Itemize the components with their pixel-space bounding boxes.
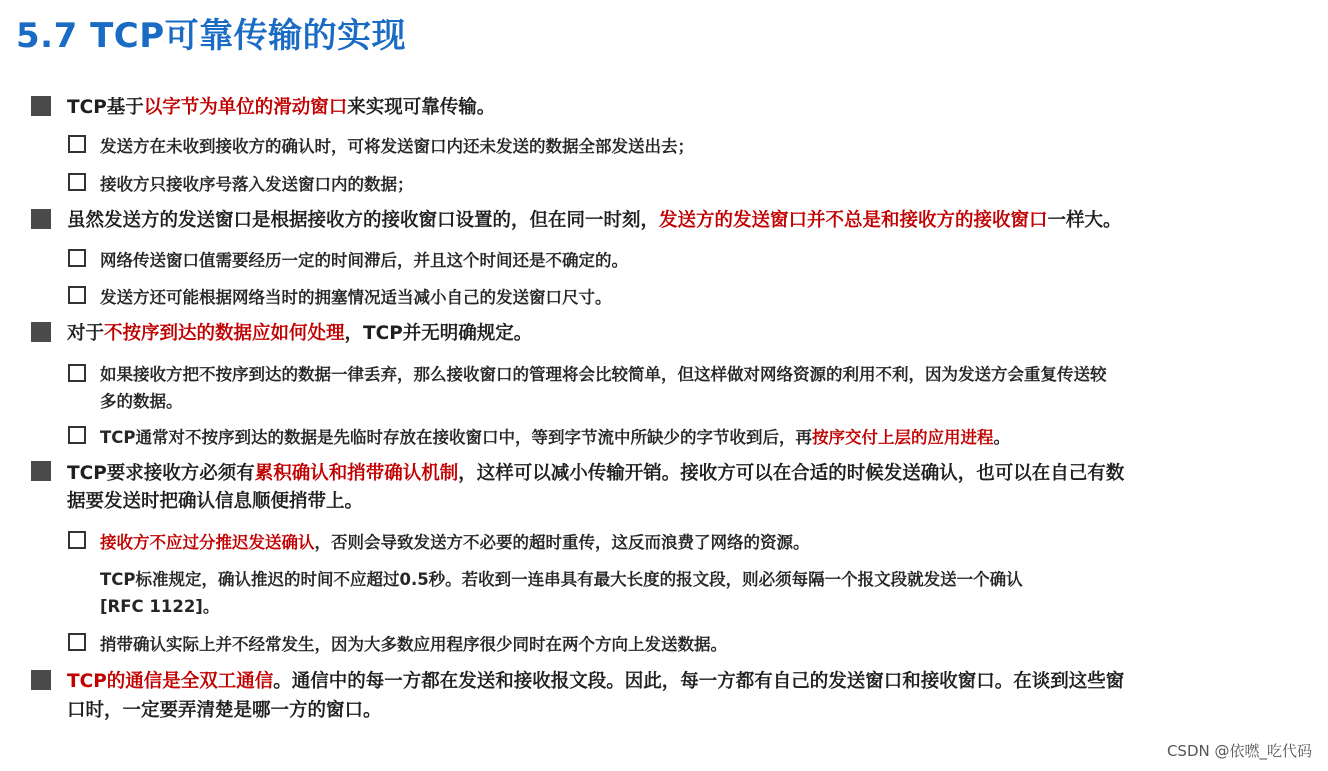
checkbox-icon (68, 426, 86, 444)
bullet-square (31, 461, 51, 481)
watermark: CSDN @依嘫_吃代码 (1166, 742, 1312, 760)
note-line: TCP标准规定，确认推迟的时间不应超过0.5秒。若收到一连串具有最大长度的报文段，则必须每隔一个报文段就发送一个确认 (100, 570, 1023, 589)
bullet-square (31, 322, 51, 342)
bullet-square (31, 209, 51, 229)
sub-bullet-line: TCP通常对不按序到达的数据是先临时存放在接收窗口中，等到字节流中所缺少的字节收到后，再按序交付上层的应用进程。 (100, 428, 1010, 447)
bullet-line: TCP基于以字节为单位的滑动窗口来实现可靠传输。 (67, 97, 496, 118)
bullet-square (31, 96, 51, 116)
checkbox-icon (68, 173, 86, 191)
sub-bullet-line: 接收方只接收序号落入发送窗口内的数据； (100, 175, 414, 194)
sub-bullet-line: 捎带确认实际上并不经常发生，因为大多数应用程序很少同时在两个方向上发送数据。 (100, 635, 727, 654)
bullet-line: 对于不按序到达的数据应如何处理，TCP并无明确规定。 (67, 323, 533, 344)
sub-bullet-line: 网络传送窗口值需要经历一定的时间滞后，并且这个时间还是不确定的。 (100, 251, 628, 270)
bullet-line-cont: 口时，一定要弄清楚是哪一方的窗口。 (67, 700, 382, 721)
bullet-line: TCP的通信是全双工通信。通信中的每一方都在发送和接收报文段。因此，每一方都有自己的发送窗口和接收窗口。在谈到这些窗 (67, 671, 1125, 692)
sub-bullet-line-cont: 多的数据。 (100, 392, 183, 411)
checkbox-icon (68, 364, 86, 382)
checkbox-icon (68, 135, 86, 153)
sub-bullet-line: 如果接收方把不按序到达的数据一律丢弃，那么接收窗口的管理将会比较简单，但这样做对网络资源的利用不利，因为发送方会重复传送较 (100, 365, 1107, 384)
sub-bullet-line: 接收方不应过分推迟发送确认，否则会导致发送方不必要的超时重传，这反而浪费了网络的资源。 (100, 533, 810, 552)
checkbox-icon (68, 633, 86, 651)
checkbox-icon (68, 249, 86, 267)
sub-bullet-line: 发送方还可能根据网络当时的拥塞情况适当减小自己的发送窗口尺寸。 (100, 288, 612, 307)
checkbox-icon (68, 531, 86, 549)
checkbox-icon (68, 286, 86, 304)
sub-bullet-line: 发送方在未收到接收方的确认时，可将发送窗口内还未发送的数据全部发送出去； (100, 137, 694, 156)
bullet-line-cont: 据要发送时把确认信息顺便捎带上。 (67, 491, 364, 512)
page-title: 5.7 TCP可靠传输的实现 (16, 16, 407, 56)
bullet-line: 虽然发送方的发送窗口是根据接收方的接收窗口设置的，但在同一时刻，发送方的发送窗口并不总是和接收方的接收窗口一样大。 (67, 210, 1122, 231)
bullet-line: TCP要求接收方必须有累积确认和捎带确认机制，这样可以减小传输开销。接收方可以在合适的时候发送确认，也可以在自己有数 (67, 463, 1125, 484)
bullet-square (31, 670, 51, 690)
note-line-cont: [RFC 1122]。 (100, 597, 220, 616)
